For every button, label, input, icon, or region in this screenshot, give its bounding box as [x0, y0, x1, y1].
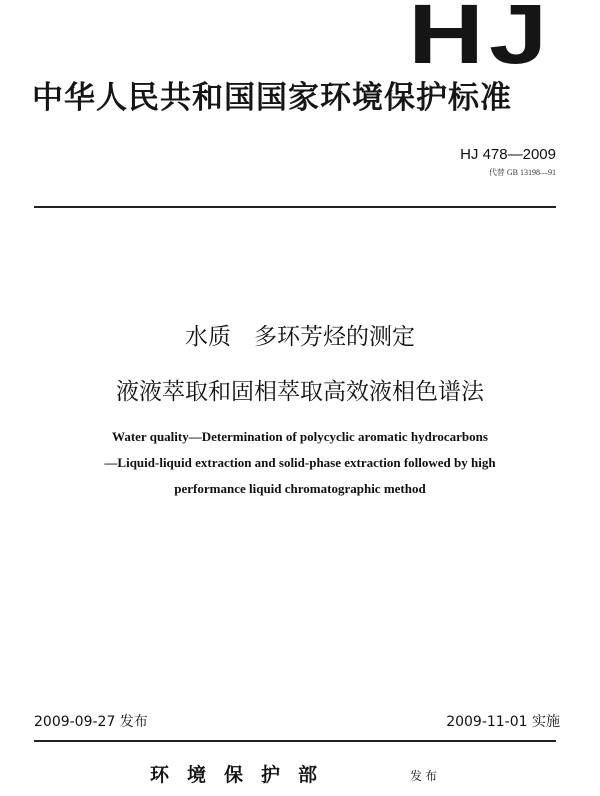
- english-title-line-2: —Liquid-liquid extraction and solid-phase extraction followed by high: [104, 455, 496, 470]
- chinese-title-line-2: 液液萃取和固相萃取高效液相色谱法: [116, 379, 484, 405]
- implementation-date: 2009-11-01 实施: [446, 714, 560, 730]
- standard-code: HJ 478—2009: [460, 146, 556, 163]
- hj-logo: HJ: [407, 0, 552, 81]
- top-divider: [34, 206, 556, 208]
- bottom-divider: [34, 740, 556, 742]
- issue-date: 2009-09-27 发布: [34, 714, 148, 730]
- replaces-standard: 代替 GB 13198—91: [488, 168, 556, 177]
- publisher-name: 环境保护部: [150, 764, 336, 786]
- chinese-title-line-1: 水质 多环芳烃的测定: [185, 324, 415, 350]
- publisher-suffix: 发布: [410, 769, 441, 783]
- english-title-line-1: Water quality—Determination of polycyclic aromatic hydrocarbons: [112, 429, 488, 444]
- standard-category-title: 中华人民共和国国家环境保护标准: [32, 80, 512, 116]
- english-title-line-3: performance liquid chromatographic method: [174, 481, 426, 496]
